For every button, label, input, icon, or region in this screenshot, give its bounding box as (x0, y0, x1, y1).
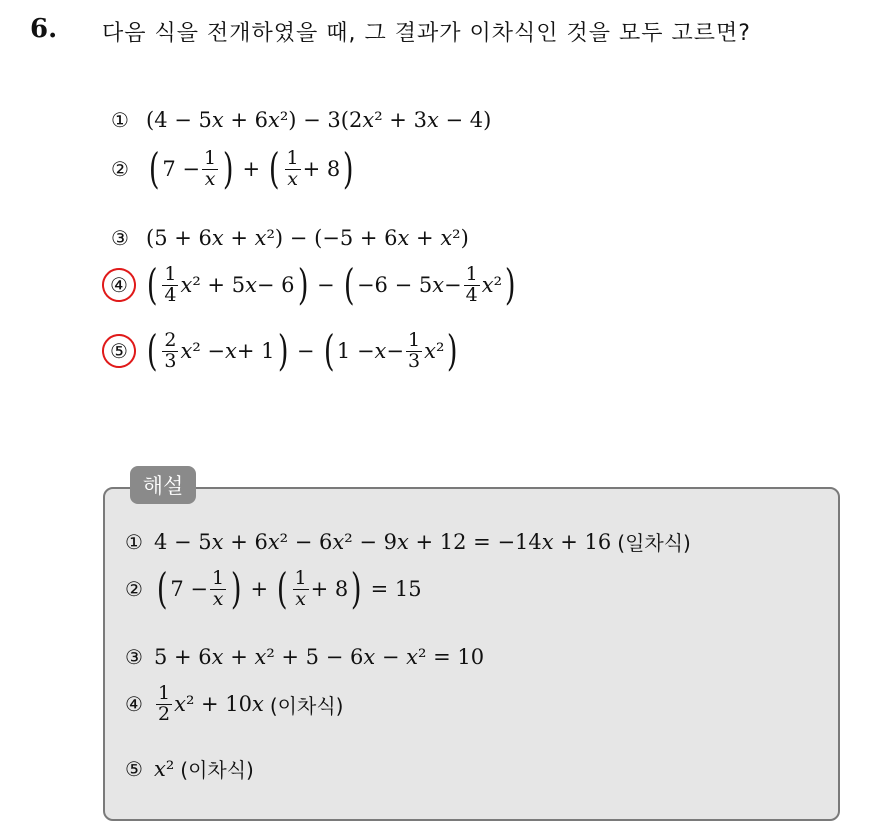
solution-4-marker: ④ (125, 692, 143, 717)
choice-4-expression: ( $\frac{1}{4}$ x ² + 5 x − 6 ) − ( −6 − 5 x − $\frac{1}{4}$ x ² ) (146, 260, 516, 309)
solution-line-1 (122, 527, 691, 556)
choice-1-expression: (4 − 5x + 6x²) − 3(2x² + 3x − 4) (146, 108, 492, 132)
choice-2-expression: ( 7 − $\frac{1}{x}$ ) + ( $\frac{1}{x}$ + 8 ) (148, 144, 354, 193)
solution-tag: 해설 (130, 466, 196, 504)
solution-1-expression: 4 − 5x + 6x² − 6x² − 9x + 12 = −14x + 16 (154, 529, 612, 554)
solution-1-note: (일차식) (617, 531, 691, 555)
solution-5-marker: ⑤ (125, 756, 143, 781)
solution-line-5 (122, 754, 254, 783)
choice-3-expression: (5 + 6x + x²) − (−5 + 6x + x²) (146, 226, 469, 250)
solution-line-3 (122, 645, 484, 669)
solution-2-expression: ( 7 − $\frac{1}{x}$ ) + ( $\frac{1}{x}$ + 8 ) = 15 (156, 564, 422, 613)
solution-1-marker: ① (125, 529, 143, 554)
choice-2[interactable] (108, 144, 357, 193)
solution-5-note: (이차식) (180, 758, 254, 782)
choice-4[interactable] (108, 260, 518, 309)
solution-5-expression: x² (154, 756, 175, 781)
solution-line-2 (122, 564, 422, 613)
solution-4-expression: $\frac{1}{2}$ x ² + 10 x (158, 682, 264, 725)
choice-4-selected-mark: ④ (100, 266, 138, 304)
choice-1[interactable] (108, 108, 491, 132)
choice-1-marker: ① (111, 108, 129, 132)
solution-3-marker: ③ (125, 645, 143, 669)
solution-4-note: (이차식) (269, 693, 344, 718)
question-number: 6. (30, 14, 58, 44)
solution-2-marker: ② (125, 577, 143, 601)
choice-3[interactable] (108, 226, 469, 250)
question-text: 다음 식을 전개하였을 때, 그 결과가 이차식인 것을 모두 고르면? (102, 21, 751, 46)
choice-5-expression: ( $\frac{2}{3}$ x ² − x + 1 ) − ( 1 − x − $\frac{1}{3}$ x ² ) (146, 326, 458, 375)
choice-3-marker: ③ (111, 226, 129, 250)
solution-3-expression: 5 + 6x + x² + 5 − 6x − x² = 10 (154, 645, 485, 669)
choice-5-selected-mark: ⑤ (100, 332, 138, 370)
choice-2-marker: ② (111, 157, 129, 181)
solution-line-4 (122, 684, 343, 725)
choice-5[interactable] (108, 326, 461, 375)
